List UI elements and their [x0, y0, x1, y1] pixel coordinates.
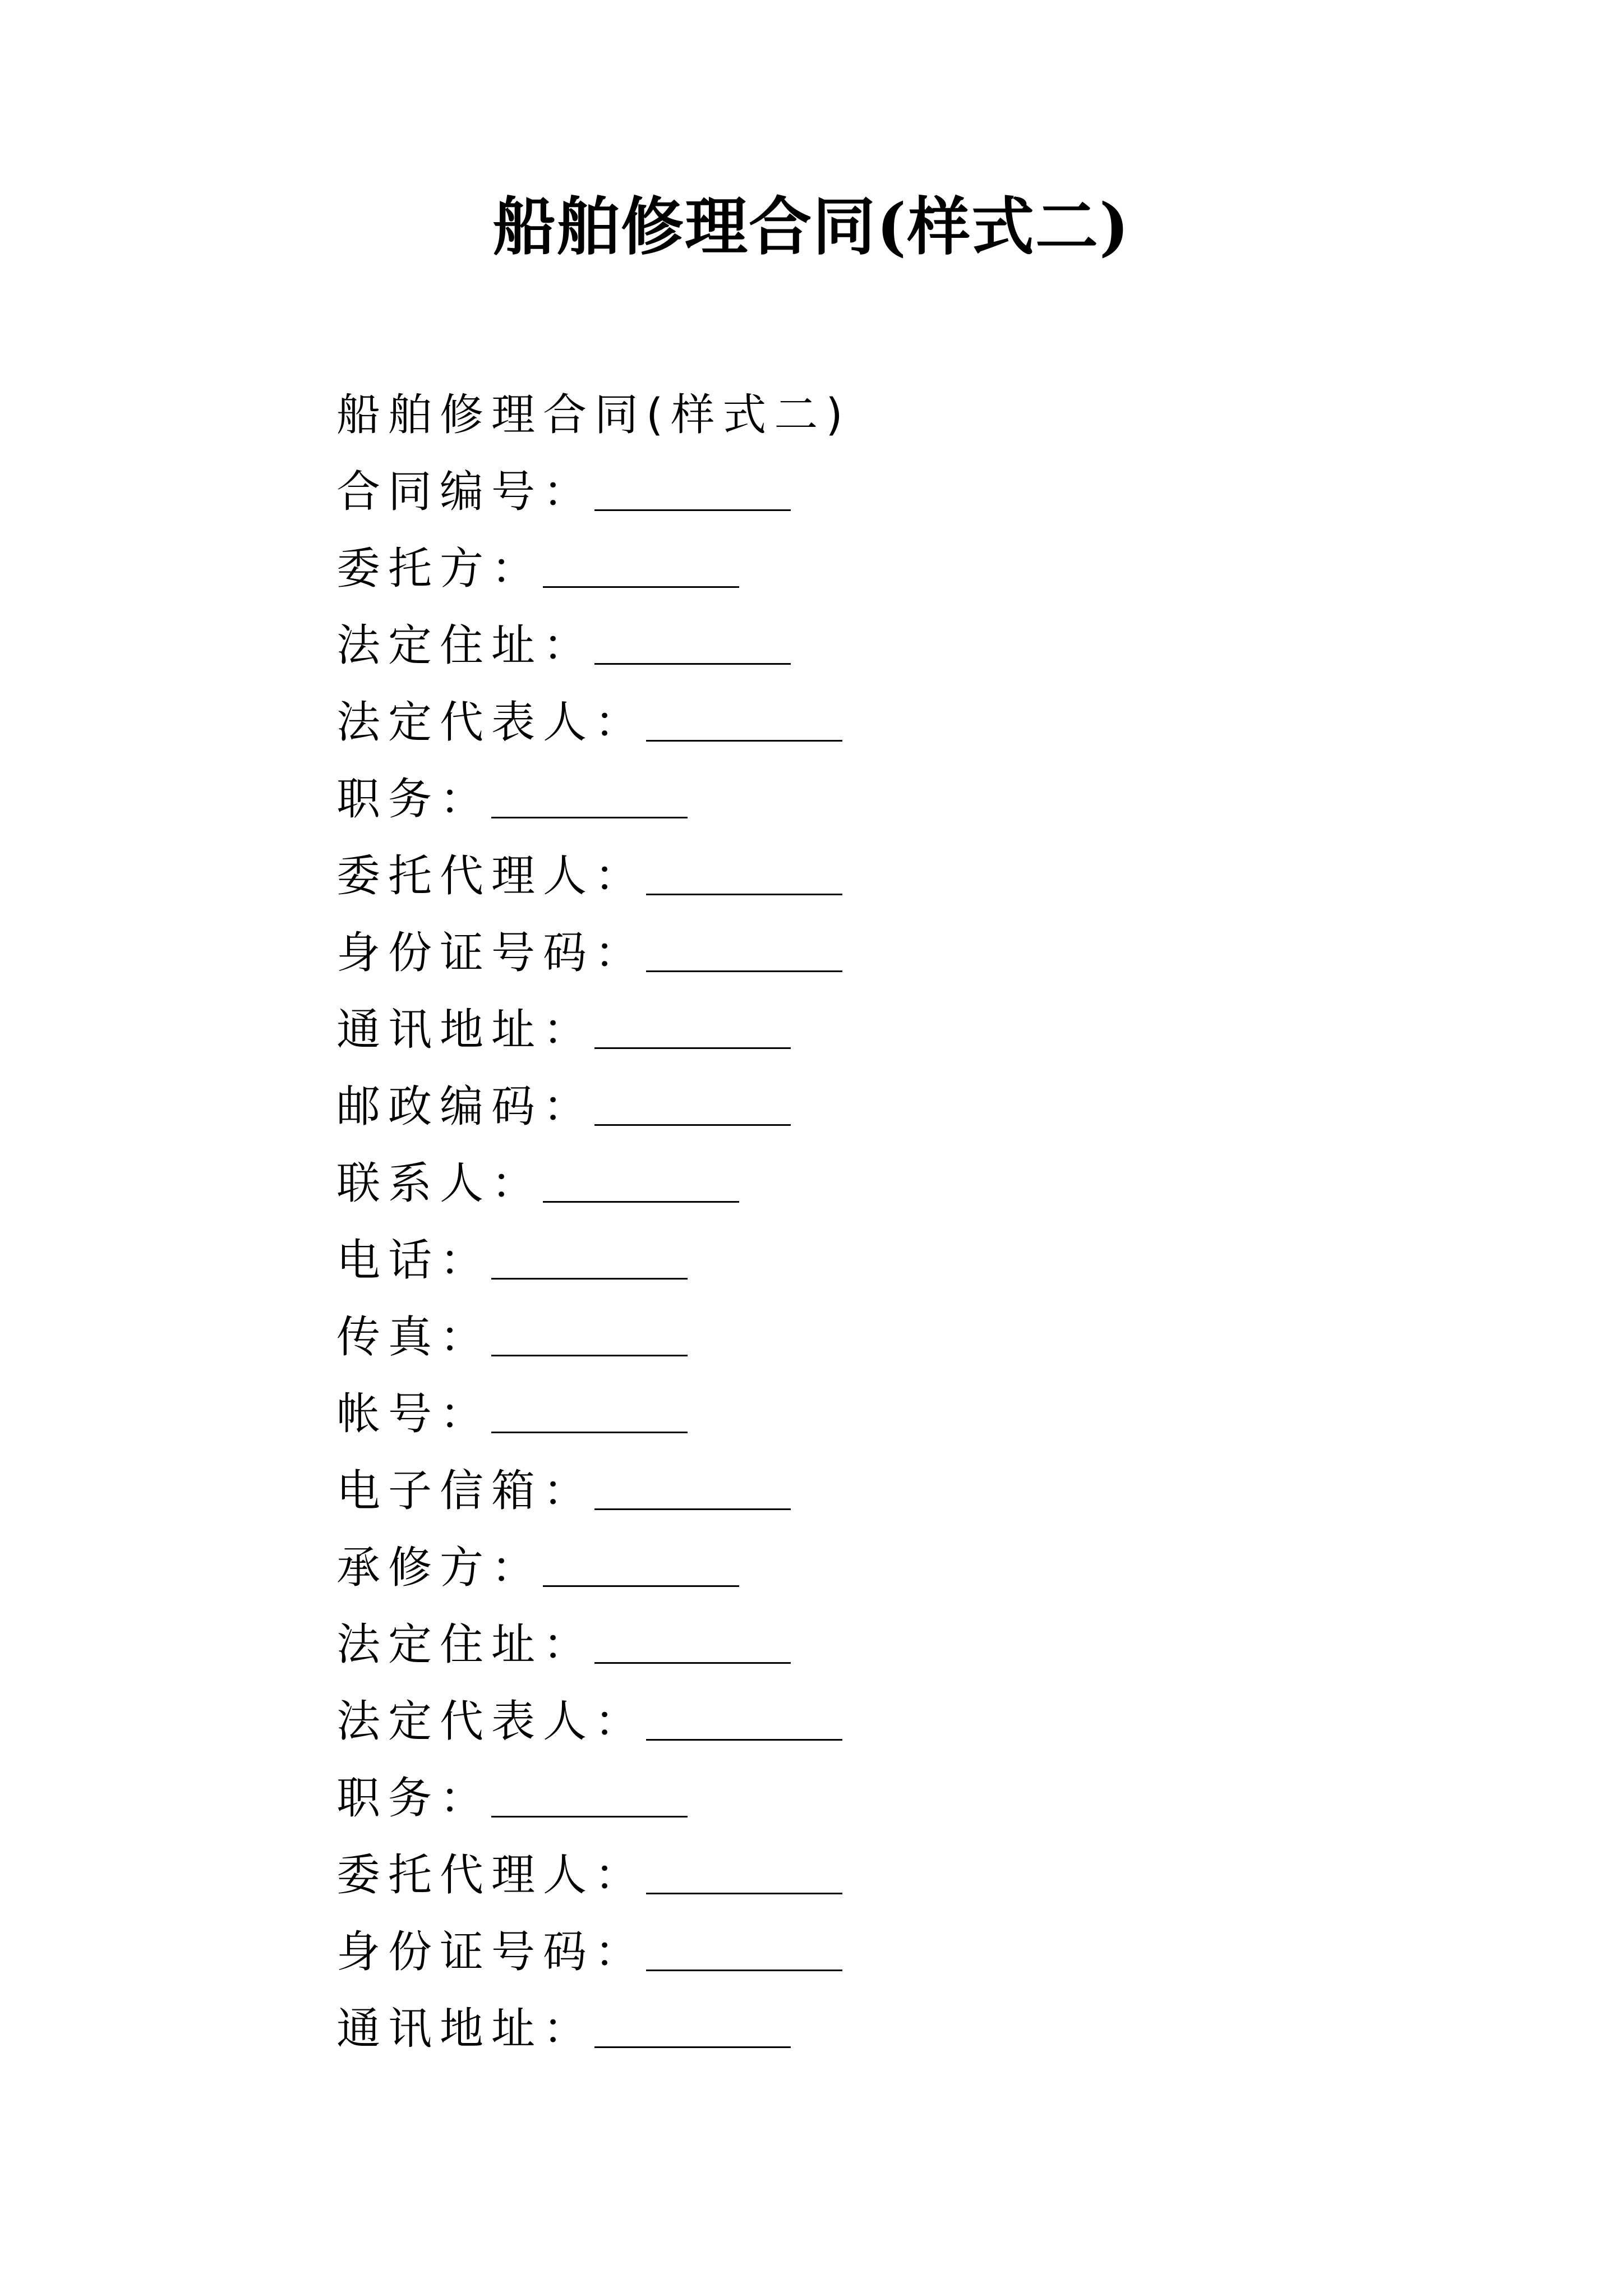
field-label: 联系人： — [336, 1158, 543, 1209]
form-field-row — [336, 1376, 1458, 1453]
form-field-row — [336, 608, 1458, 684]
field-label: 法定住址： — [336, 620, 595, 671]
field-blank-line[interactable] — [491, 1277, 688, 1280]
form-field-row — [336, 684, 1458, 761]
form-field-row — [336, 1530, 1458, 1607]
form-field-row — [336, 1760, 1458, 1837]
form-fields — [336, 454, 1458, 2068]
field-blank-line[interactable] — [491, 1354, 688, 1356]
field-label: 电子信箱： — [336, 1466, 595, 1516]
field-blank-line[interactable] — [646, 1738, 842, 1741]
document-subtitle: 船舶修理合同(样式二) — [336, 390, 851, 440]
field-label: 帐号： — [336, 1389, 492, 1439]
field-blank-line[interactable] — [646, 739, 842, 742]
field-label: 合同编号： — [336, 467, 595, 517]
field-blank-line[interactable] — [646, 893, 842, 895]
field-label: 身份证号码： — [336, 928, 647, 978]
field-label: 职务： — [336, 774, 492, 825]
form-field-row — [336, 838, 1458, 915]
field-blank-line[interactable] — [543, 586, 739, 588]
field-blank-line[interactable] — [491, 816, 688, 818]
form-field-row — [336, 1453, 1458, 1530]
field-label: 法定住址： — [336, 1619, 595, 1670]
form-field-row — [336, 1837, 1458, 1914]
field-blank-line[interactable] — [543, 1585, 739, 1587]
field-label: 委托代理人： — [336, 1850, 647, 1901]
form-field-row — [336, 1222, 1458, 1299]
form-field-row — [336, 761, 1458, 838]
field-label: 法定代表人： — [336, 697, 647, 748]
form-field-row — [336, 1069, 1458, 1145]
field-blank-line[interactable] — [491, 1815, 688, 1818]
field-blank-line[interactable] — [594, 509, 791, 511]
field-blank-line[interactable] — [491, 1431, 688, 1433]
field-blank-line[interactable] — [646, 970, 842, 972]
field-label: 通讯地址： — [336, 2004, 595, 2054]
field-label: 电话： — [336, 1235, 492, 1286]
field-label: 承修方： — [336, 1543, 543, 1593]
form-field-row — [336, 1683, 1458, 1760]
page-title: 船舶修理合同(样式二) — [493, 190, 1130, 264]
field-label: 职务： — [336, 1773, 492, 1824]
field-blank-line[interactable] — [594, 1662, 791, 1664]
document-body — [336, 377, 1458, 2068]
field-label: 身份证号码： — [336, 1927, 647, 1977]
field-blank-line[interactable] — [594, 1508, 791, 1510]
field-blank-line[interactable] — [594, 662, 791, 665]
form-field-row — [336, 454, 1458, 531]
field-label: 委托代理人： — [336, 851, 647, 901]
form-field-row — [336, 1299, 1458, 1376]
field-blank-line[interactable] — [646, 1969, 842, 1971]
form-field-row — [336, 1991, 1458, 2068]
field-label: 委托方： — [336, 544, 543, 594]
field-blank-line[interactable] — [646, 1892, 842, 1894]
field-blank-line[interactable] — [594, 2046, 791, 2048]
field-label: 邮政编码： — [336, 1082, 595, 1132]
form-field-row — [336, 915, 1458, 992]
field-blank-line[interactable] — [594, 1124, 791, 1126]
field-label: 法定代表人： — [336, 1696, 647, 1747]
form-field-row — [336, 1145, 1458, 1222]
field-blank-line[interactable] — [594, 1047, 791, 1049]
form-field-row — [336, 531, 1458, 608]
form-field-row — [336, 992, 1458, 1069]
form-field-row — [336, 1914, 1458, 1991]
field-label: 通讯地址： — [336, 1005, 595, 1055]
field-label: 传真： — [336, 1312, 492, 1363]
field-blank-line[interactable] — [543, 1200, 739, 1203]
form-field-row — [336, 1607, 1458, 1683]
